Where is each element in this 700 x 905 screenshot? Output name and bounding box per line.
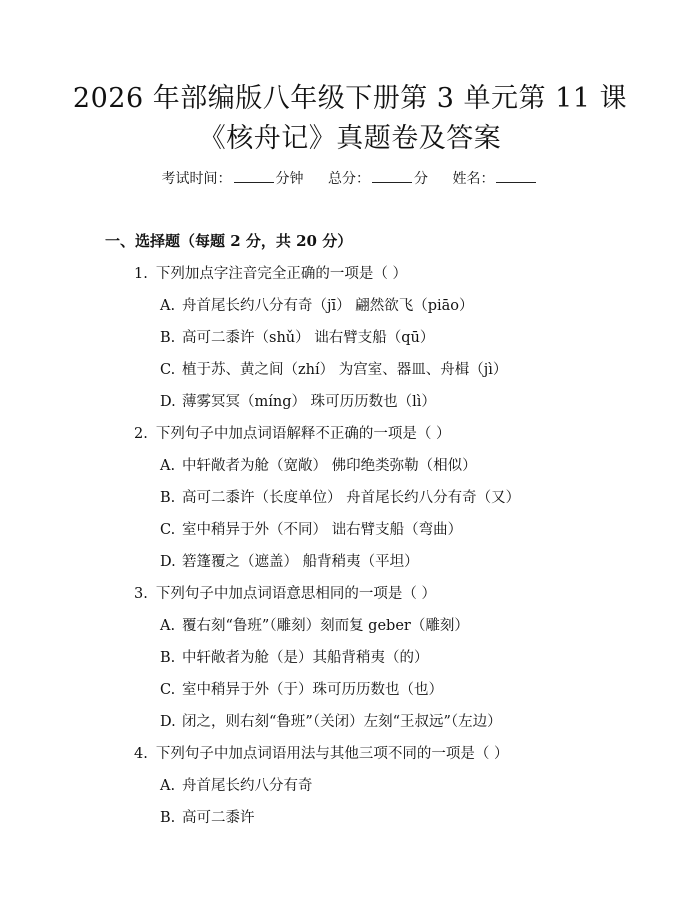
option-letter: D.: [160, 714, 176, 730]
total-score-blank[interactable]: [372, 170, 412, 183]
option-letter: B.: [160, 650, 176, 666]
total-score-field: [328, 168, 428, 188]
option-letter: C.: [160, 362, 176, 378]
exam-meta: [0, 168, 700, 188]
total-score-label: 总分：: [328, 171, 370, 187]
student-name-blank[interactable]: [496, 170, 536, 183]
option-text: 舟首尾长约八分有奇（jī） 翩然欲飞（piāo）: [182, 298, 474, 314]
option-letter: C.: [160, 682, 176, 698]
option-text: 室中稍异于外（于）珠可历历数也（也）: [182, 682, 443, 698]
exam-time-blank[interactable]: [234, 170, 274, 183]
question-3-option-a: [160, 614, 469, 635]
option-text: 中轩敞者为舱（宽敞） 佛印绝类弥勒（相似）: [182, 458, 477, 474]
question-1-option-b: [160, 326, 434, 347]
exam-time-field: [162, 168, 304, 188]
option-text: 室中稍异于外（不同） 诎右臂支船（弯曲）: [182, 522, 463, 538]
question-4-option-b: [160, 806, 255, 827]
question-number: 3.: [134, 586, 148, 602]
question-2-option-d: [160, 550, 419, 571]
question-2: [134, 422, 450, 443]
question-1-option-d: [160, 390, 436, 411]
option-letter: B.: [160, 490, 176, 506]
option-text: 高可二黍许（长度单位） 舟首尾长约八分有奇（又）: [182, 490, 521, 506]
question-3-option-c: [160, 678, 443, 699]
option-letter: D.: [160, 394, 176, 410]
option-letter: C.: [160, 522, 176, 538]
question-1: [134, 262, 407, 283]
question-2-option-c: [160, 518, 462, 539]
option-letter: B.: [160, 810, 176, 826]
option-text: 舟首尾长约八分有奇: [182, 778, 313, 794]
question-text: 下列句子中加点词语解释不正确的一项是（ ）: [155, 426, 451, 442]
question-2-option-a: [160, 454, 477, 475]
question-3: [134, 582, 436, 603]
option-text: 中轩敞者为舱（是）其船背稍夷（的）: [182, 650, 429, 666]
question-1-option-c: [160, 358, 507, 379]
section-heading: 一、选择题（每题 2 分，共 20 分）: [105, 232, 353, 250]
page-title-line1: 2026 年部编版八年级下册第 3 单元第 11 课: [72, 83, 628, 114]
question-text: 下列加点字注音完全正确的一项是（ ）: [155, 266, 407, 282]
question-text: 下列句子中加点词语用法与其他三项不同的一项是（ ）: [155, 746, 509, 762]
question-3-option-b: [160, 646, 429, 667]
option-letter: A.: [160, 298, 176, 314]
exam-time-unit: 分钟: [275, 171, 304, 187]
option-letter: B.: [160, 330, 176, 346]
option-text: 箬篷覆之（遮盖） 船背稍夷（平坦）: [182, 554, 419, 570]
option-letter: A.: [160, 618, 176, 634]
page-title-line2: 《核舟记》真题卷及答案: [198, 123, 502, 154]
exam-time-label: 考试时间：: [161, 171, 232, 187]
option-letter: A.: [160, 458, 176, 474]
option-text: 覆右刻“鲁班”（雕刻）刻而复 geber（雕刻）: [182, 618, 469, 634]
question-number: 2.: [134, 426, 148, 442]
option-text: 闭之，则右刻“鲁班”（关闭）左刻“王叔远”（左边）: [182, 714, 502, 730]
option-text: 薄雾冥冥（míng） 珠可历历数也（lì）: [182, 394, 436, 410]
question-3-option-d: [160, 710, 502, 731]
question-number: 1.: [134, 266, 148, 282]
option-letter: D.: [160, 554, 176, 570]
total-score-unit: 分: [414, 171, 428, 187]
question-text: 下列句子中加点词语意思相同的一项是（ ）: [155, 586, 436, 602]
option-text: 高可二黍许（shǔ） 诎右臂支船（qū）: [182, 330, 435, 346]
question-number: 4.: [134, 746, 148, 762]
student-name-field: [452, 168, 538, 188]
student-name-label: 姓名：: [452, 171, 495, 187]
question-4-option-a: [160, 774, 313, 795]
question-4: [134, 742, 508, 763]
question-2-option-b: [160, 486, 520, 507]
option-text: 高可二黍许: [182, 810, 255, 826]
option-letter: A.: [160, 778, 176, 794]
option-text: 植于苏、黄之间（zhí） 为宫室、器皿、舟楫（jì）: [182, 362, 508, 378]
question-1-option-a: [160, 294, 474, 315]
